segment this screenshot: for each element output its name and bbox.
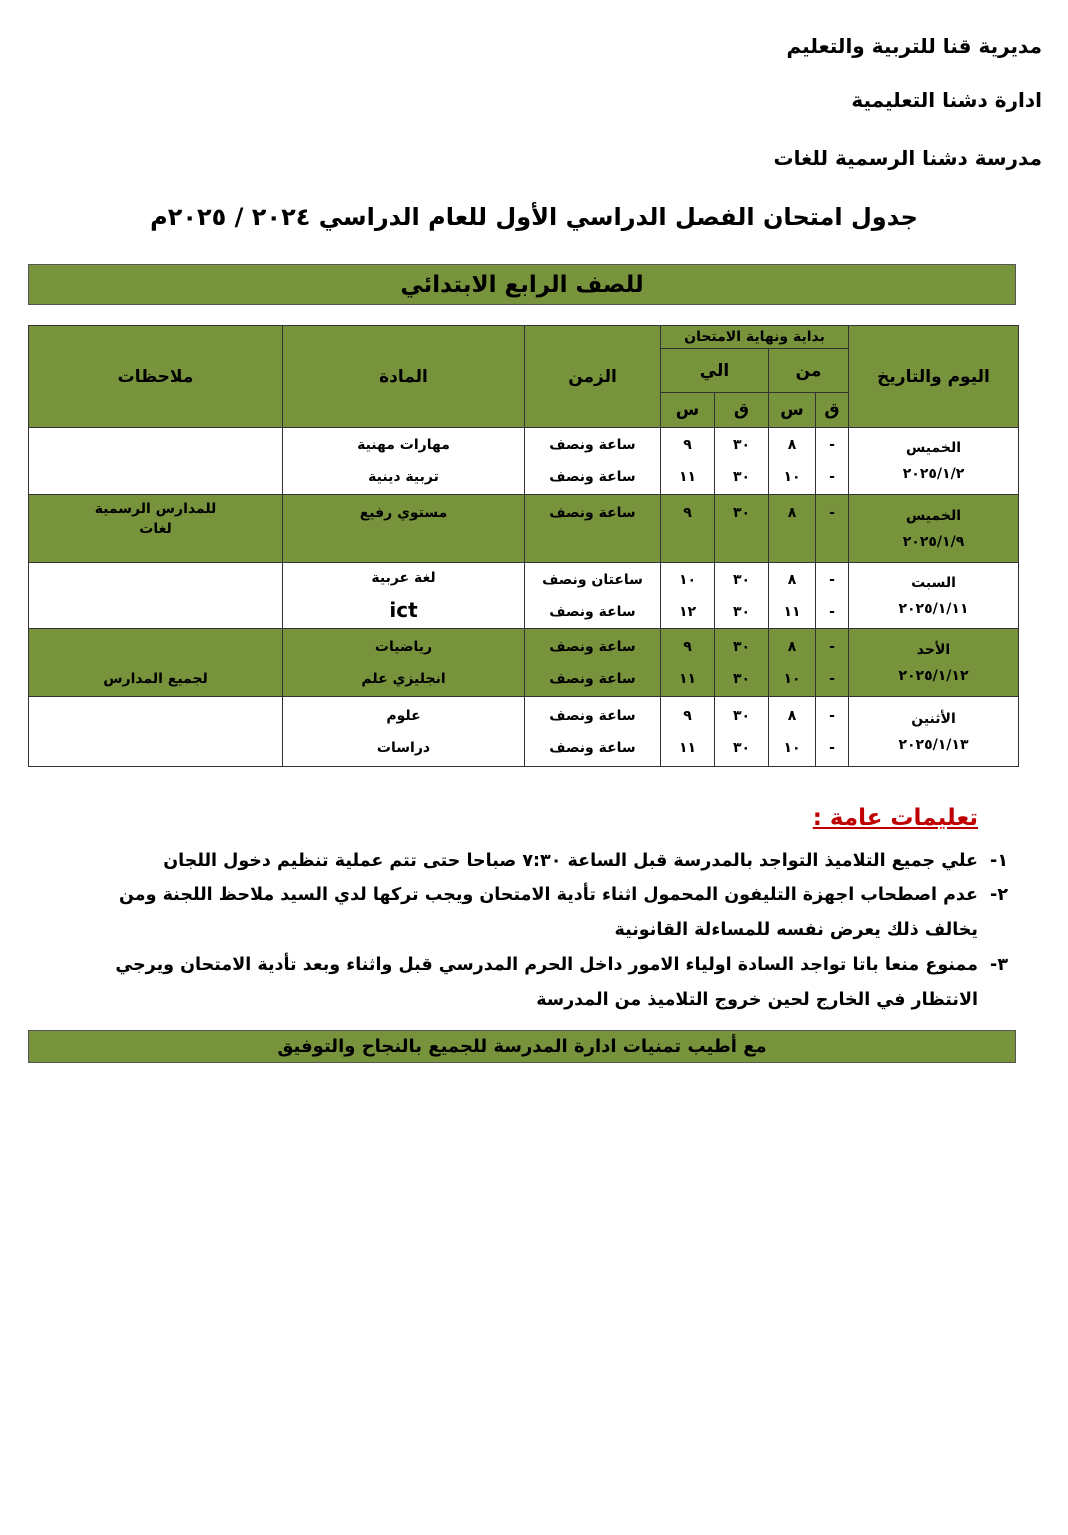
grade-banner: للصف الرابع الابتدائي <box>28 264 1016 305</box>
instructions-title: تعليمات عامة : <box>812 805 978 831</box>
from-hour-cell: ٨ ١٠ <box>769 629 816 697</box>
to-hour-cell: ٩ ١١ <box>661 428 715 495</box>
notes-cell <box>29 563 283 629</box>
to-minute-cell: ٣٠ ٣٠ <box>715 697 769 767</box>
day-name: الأحد <box>916 641 951 658</box>
school-name: مدرسة دشنا الرسمية للغات <box>773 146 1042 170</box>
exam-date: ٢٠٢٥/١/١٢ <box>898 667 969 684</box>
notes-cell <box>29 697 283 767</box>
to-hour-cell: ١٠ ١٢ <box>661 563 715 629</box>
table-row <box>29 563 1019 629</box>
to-hour-cell: ٩ <box>661 495 715 563</box>
day-name: السبت <box>911 574 956 591</box>
duration-cell: ساعة ونصف <box>525 495 661 563</box>
notes-cell: لجميع المدارس <box>29 629 283 697</box>
header-to-hour: س <box>661 393 715 428</box>
to-minute-cell: ٣٠ ٣٠ <box>715 563 769 629</box>
table-row <box>29 629 1019 697</box>
header-from-minute: ق <box>816 393 849 428</box>
administration-name: ادارة دشنا التعليمية <box>851 88 1042 112</box>
subject-cell: رياضيات انجليزي علم <box>283 629 525 697</box>
instruction-text: ممنوع منعا باتا تواجد السادة اولياء الامور داخل الحرم المدرسي قبل واثناء وبعد تأدية الامتحان ويرجي الانتظار في الخارج لحين خروج التلاميذ من المدرسة <box>115 955 978 1010</box>
schedule-title: جدول امتحان الفصل الدراسي الأول للعام الدراسي ٢٠٢٤ / ٢٠٢٥م <box>150 203 918 231</box>
instruction-item <box>78 878 1008 948</box>
duration-cell: ساعة ونصف ساعة ونصف <box>525 697 661 767</box>
table-row <box>29 697 1019 767</box>
directorate-name: مديرية قنا للتربية والتعليم <box>786 34 1042 58</box>
notes-cell <box>29 428 283 495</box>
header-notes: ملاحظات <box>29 326 283 428</box>
subject-cell: لغة عربية ict <box>283 563 525 629</box>
instruction-text: عدم اصطحاب اجهزة التليفون المحمول اثناء تأدية الامتحان ويجب تركها لدي السيد ملاحظ اللجنة ومن يخالف ذلك يعرض نفسه للمساءلة القانونية <box>119 885 978 940</box>
header-day-date: اليوم والتاريخ <box>849 326 1019 428</box>
subject-cell: علوم دراسات <box>283 697 525 767</box>
instruction-number: ٢- <box>990 885 1008 905</box>
to-minute-cell: ٣٠ ٣٠ <box>715 629 769 697</box>
header-to: الي <box>661 349 769 393</box>
from-hour-cell: ٨ <box>769 495 816 563</box>
table-row <box>29 495 1019 563</box>
subject-cell: مستوي رفيع <box>283 495 525 563</box>
exam-date: ٢٠٢٥/١/٩ <box>902 533 965 550</box>
exam-date: ٢٠٢٥/١/١١ <box>898 600 969 617</box>
instruction-item <box>78 844 1008 879</box>
instruction-number: ٣- <box>990 955 1008 975</box>
from-minute-cell: - - <box>816 428 849 495</box>
header-from: من <box>769 349 849 393</box>
to-minute-cell: ٣٠ ٣٠ <box>715 428 769 495</box>
to-minute-cell: ٣٠ <box>715 495 769 563</box>
day-name: الخميس <box>905 507 962 524</box>
table-row <box>29 428 1019 495</box>
exam-date: ٢٠٢٥/١/١٣ <box>898 736 969 753</box>
from-hour-cell: ٨ ١١ <box>769 563 816 629</box>
header-to-minute: ق <box>715 393 769 428</box>
from-minute-cell: - - <box>816 563 849 629</box>
header-start-end: بداية ونهاية الامتحان <box>661 326 849 349</box>
header-duration: الزمن <box>525 326 661 428</box>
to-hour-cell: ٩ ١١ <box>661 697 715 767</box>
subject-cell: مهارات مهنية تربية دينية <box>283 428 525 495</box>
duration-cell: ساعة ونصف ساعة ونصف <box>525 629 661 697</box>
from-hour-cell: ٨ ١٠ <box>769 697 816 767</box>
header-from-hour: س <box>769 393 816 428</box>
duration-cell: ساعتان ونصف ساعة ونصف <box>525 563 661 629</box>
day-date-cell <box>849 629 1019 697</box>
day-name: الخميس <box>905 440 962 456</box>
instruction-text: علي جميع التلاميذ التواجد بالمدرسة قبل الساعة ٧:٣٠ صباحا حتى تتم عملية تنظيم دخول اللجان <box>163 851 978 871</box>
from-minute-cell: - <box>816 495 849 563</box>
from-minute-cell: - - <box>816 697 849 767</box>
day-date-cell <box>849 428 1019 495</box>
header-subject: المادة <box>283 326 525 428</box>
notes-cell: للمدارس الرسمية لغات <box>29 495 283 563</box>
duration-cell: ساعة ونصف ساعة ونصف <box>525 428 661 495</box>
exam-date: ٢٠٢٥/١/٢ <box>902 466 965 482</box>
footer-banner: مع أطيب تمنيات ادارة المدرسة للجميع بالنجاح والتوفيق <box>28 1030 1016 1063</box>
to-hour-cell: ٩ ١١ <box>661 629 715 697</box>
day-name: الأثنين <box>911 710 956 727</box>
day-date-cell <box>849 495 1019 563</box>
day-date-cell <box>849 697 1019 767</box>
from-hour-cell: ٨ ١٠ <box>769 428 816 495</box>
day-date-cell <box>849 563 1019 629</box>
instruction-number: ١- <box>990 851 1008 871</box>
from-minute-cell: - - <box>816 629 849 697</box>
exam-schedule-table <box>28 325 1019 767</box>
instruction-item <box>78 948 1008 1018</box>
